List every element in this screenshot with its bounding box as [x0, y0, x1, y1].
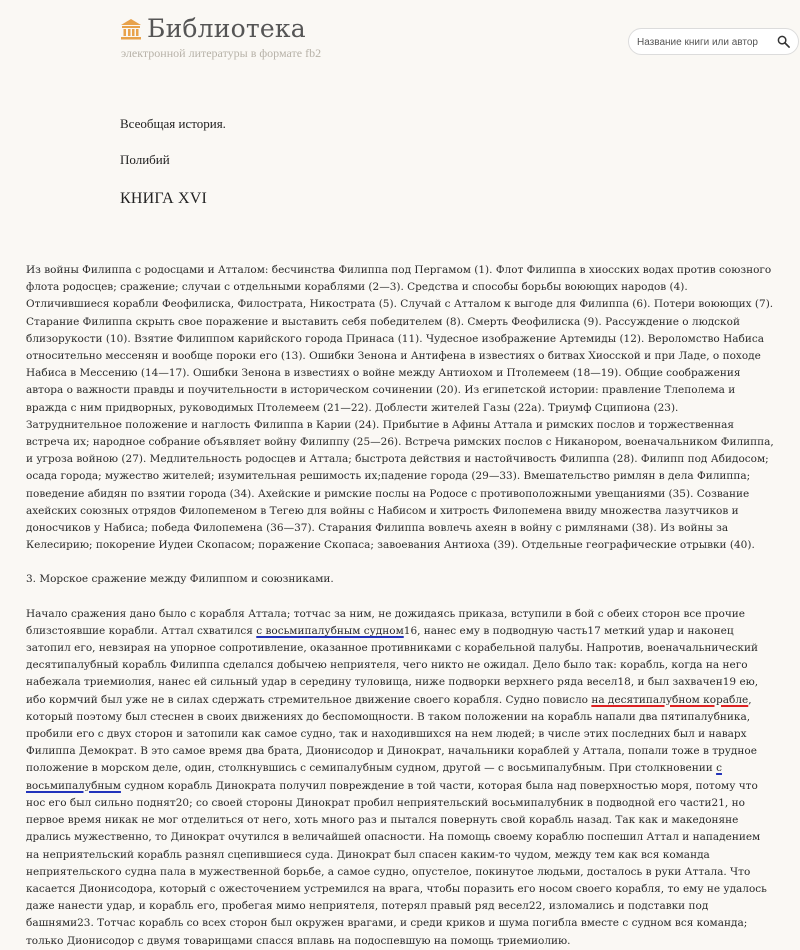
highlighted-text-blue: с восьмипалубным [26, 762, 722, 792]
chapter-heading: 3. Морское сражение между Филиппом и союзниками. [26, 573, 334, 586]
site-header [0, 0, 800, 80]
highlighted-text-blue: с восьмипалубным судном [256, 624, 404, 637]
text-segment: судном корабль Динократа получил повреждение в той части, которая была над поверхностью моря, потому что нос его был сильно поднят20; со своей стороны Динократ пробил неприятельский восьмипалубник в подводной его части21, но первое время никак не мог отделиться от него, хоть много раз и пытался повернуть свой корабль назад. Так как и македоняне дрались мужественно, то Динократ очутился в величайшей опасности. На помощь своему кораблю поспешил Аттал и нападением на неприятельский корабль разнял сцепившиеся суда. Динократ был спасен каким-то чудом, между тем как вся команда неприятельского судна пала в мужественной борьбе, а самое судно, опустелое, покинутое людьми, досталось в руки Аттала. Что касается Дионисодора, который с ожесточением устремился на врага, чтобы поразить его носом своего корабля, то ему не удалось даже нанести удар, и корабль его, пробегая мимо неприятеля, потерял правый ряд весел22, изломались и подставки под башнями23. Тотчас корабль со всех сторон был окружен врагами, и среди криков и шума погибла вместе с судном вся команда; только Дионисодор с двумя товарищами спасся вплавь на подоспевшую на помощь триемиолию. [26, 779, 767, 947]
search-box[interactable] [628, 28, 799, 55]
book-summary: Из войны Филиппа с родосцами и Атталом: бесчинства Филиппа под Пергамом (1). Флот Филиппа в хиосских водах против союзного флота родосцев; сражение; случаи с отдельными кораблями (2—3). Средства и способы борьбы воюющих народов (4). Отличившиеся корабли Феофилиска, Филострата, Никострата (5). Случай с Атталом к выгоде для Филиппа (6). Потери воюющих (7). Старание Филиппа скрыть свое поражение и выставить себя победителем (8). Смерть Феофилиска (9). Рассуждение о людской близорукости (10). Взятие Филиппом карийского города Принаса (11). Чудесное изображение Артемиды (12). Вероломство Набиса относительно мессенян и вообще пороки его (13). Ошибки Зенона и Антифена в известиях о битвах Хиосской и при Ладе, о походе Набиса в Мессению (14—17). Ошибки Зенона в известиях о войне между Антиохом и Птолемеем (18—19). Общие соображения автора о важности правды и поучительности в историческом сочинении (20). Из египетской истории: правление Тлеполема и вражда с ним придворных, руководимых Птолемеем (21—22). Доблести жителей Газы (22а). Триумф Сципиона (23). Затруднительное положение и наглость Филиппа в Карии (24). Прибытие в Афины Аттала и римских послов и торжественная встреча их; народное собрание объявляет войну Филиппу (25—26). Встреча римских послов с Никанором, военачальником Филиппа, и угроза войною (27). Медлительность родосцев и Аттала; быстрота действия и настойчивость Филиппа (28). Филипп под Абидосом; осада города; мужество жителей; изумительная решимость их;падение города (29—33). Вмешательство римлян в дела Филиппа; поведение абидян по взятии города (34). Ахейские и римские послы на Родосе с противоположными увещаниями (35). Созвание ахейских союзных отрядов Филопеменом в Тегею для войны с Набисом и хитрость Филопемена ввиду множества лазутчиков и доносчиков у Набиса; победа Филопемена (36—37). Старания Филиппа вовлечь ахеян в войну с римлянами (38). Из войны за Келесирию; покорение Иудеи Скопасом; поражение Скопаса; завоевания Антиоха (39). Отдельные географические отрывки (40). [26, 264, 774, 552]
book-title: КНИГА XVI [120, 190, 208, 207]
text-segment: Начало сражения дано было с корабля Аттала; тотчас за ним, не дожидаясь приказа, вступили в бой с обеих сторон все прочие близстоявшие корабли. Аттал схватился [26, 607, 745, 637]
chapter-paragraph [26, 606, 774, 950]
text-segment: 16, нанес ему в подводную часть17 меткий удар и наконец затопил его, невзирая на упорное сопротивление, оказанное противниками с корабельной палубы. Напротив, военачальнический десятипалубный корабль Филиппа сделался добычею неприятеля, чего никто не ожидал. Дело было так: корабль, когда на него набежала триемиолия, нанес ей сильный удар в середину туловища, ниже подворки верхнего ряда весел18, и был захвачен19 ею, ибо кормчий был уже не в силах сдержать стремительное движение своего корабля. Судно повисло [26, 624, 759, 706]
site-logo[interactable] [120, 14, 306, 43]
library-building-icon [120, 18, 142, 40]
text-segment: , который поэтому был стеснен в своих движениях до беспомощности. В таком положении на корабль напали два пятипалубника, пробили его с двух сторон и затопили как самое судно, так и находившихся на нем людей; в числе этих последних был и наварх Филиппа Демократ. В это самое время два брата, Дионисодор и Динократ, начальники кораблей у Аттала, попали тоже в трудное положение в морском деле, один, столкнувшись с семипалубным судном, другой — с восьмипалубным. При столкновении [26, 693, 757, 775]
search-input[interactable] [637, 33, 767, 51]
site-subtitle: электронной литературы в формате fb2 [121, 46, 322, 60]
site-title[interactable]: Библиотека [147, 14, 306, 43]
search-icon[interactable] [777, 35, 790, 48]
book-series: Всеобщая история. [120, 116, 226, 131]
book-text [26, 262, 774, 950]
book-author: Полибий [120, 152, 170, 167]
highlighted-text-red: на десятипалубном корабле [591, 693, 749, 706]
